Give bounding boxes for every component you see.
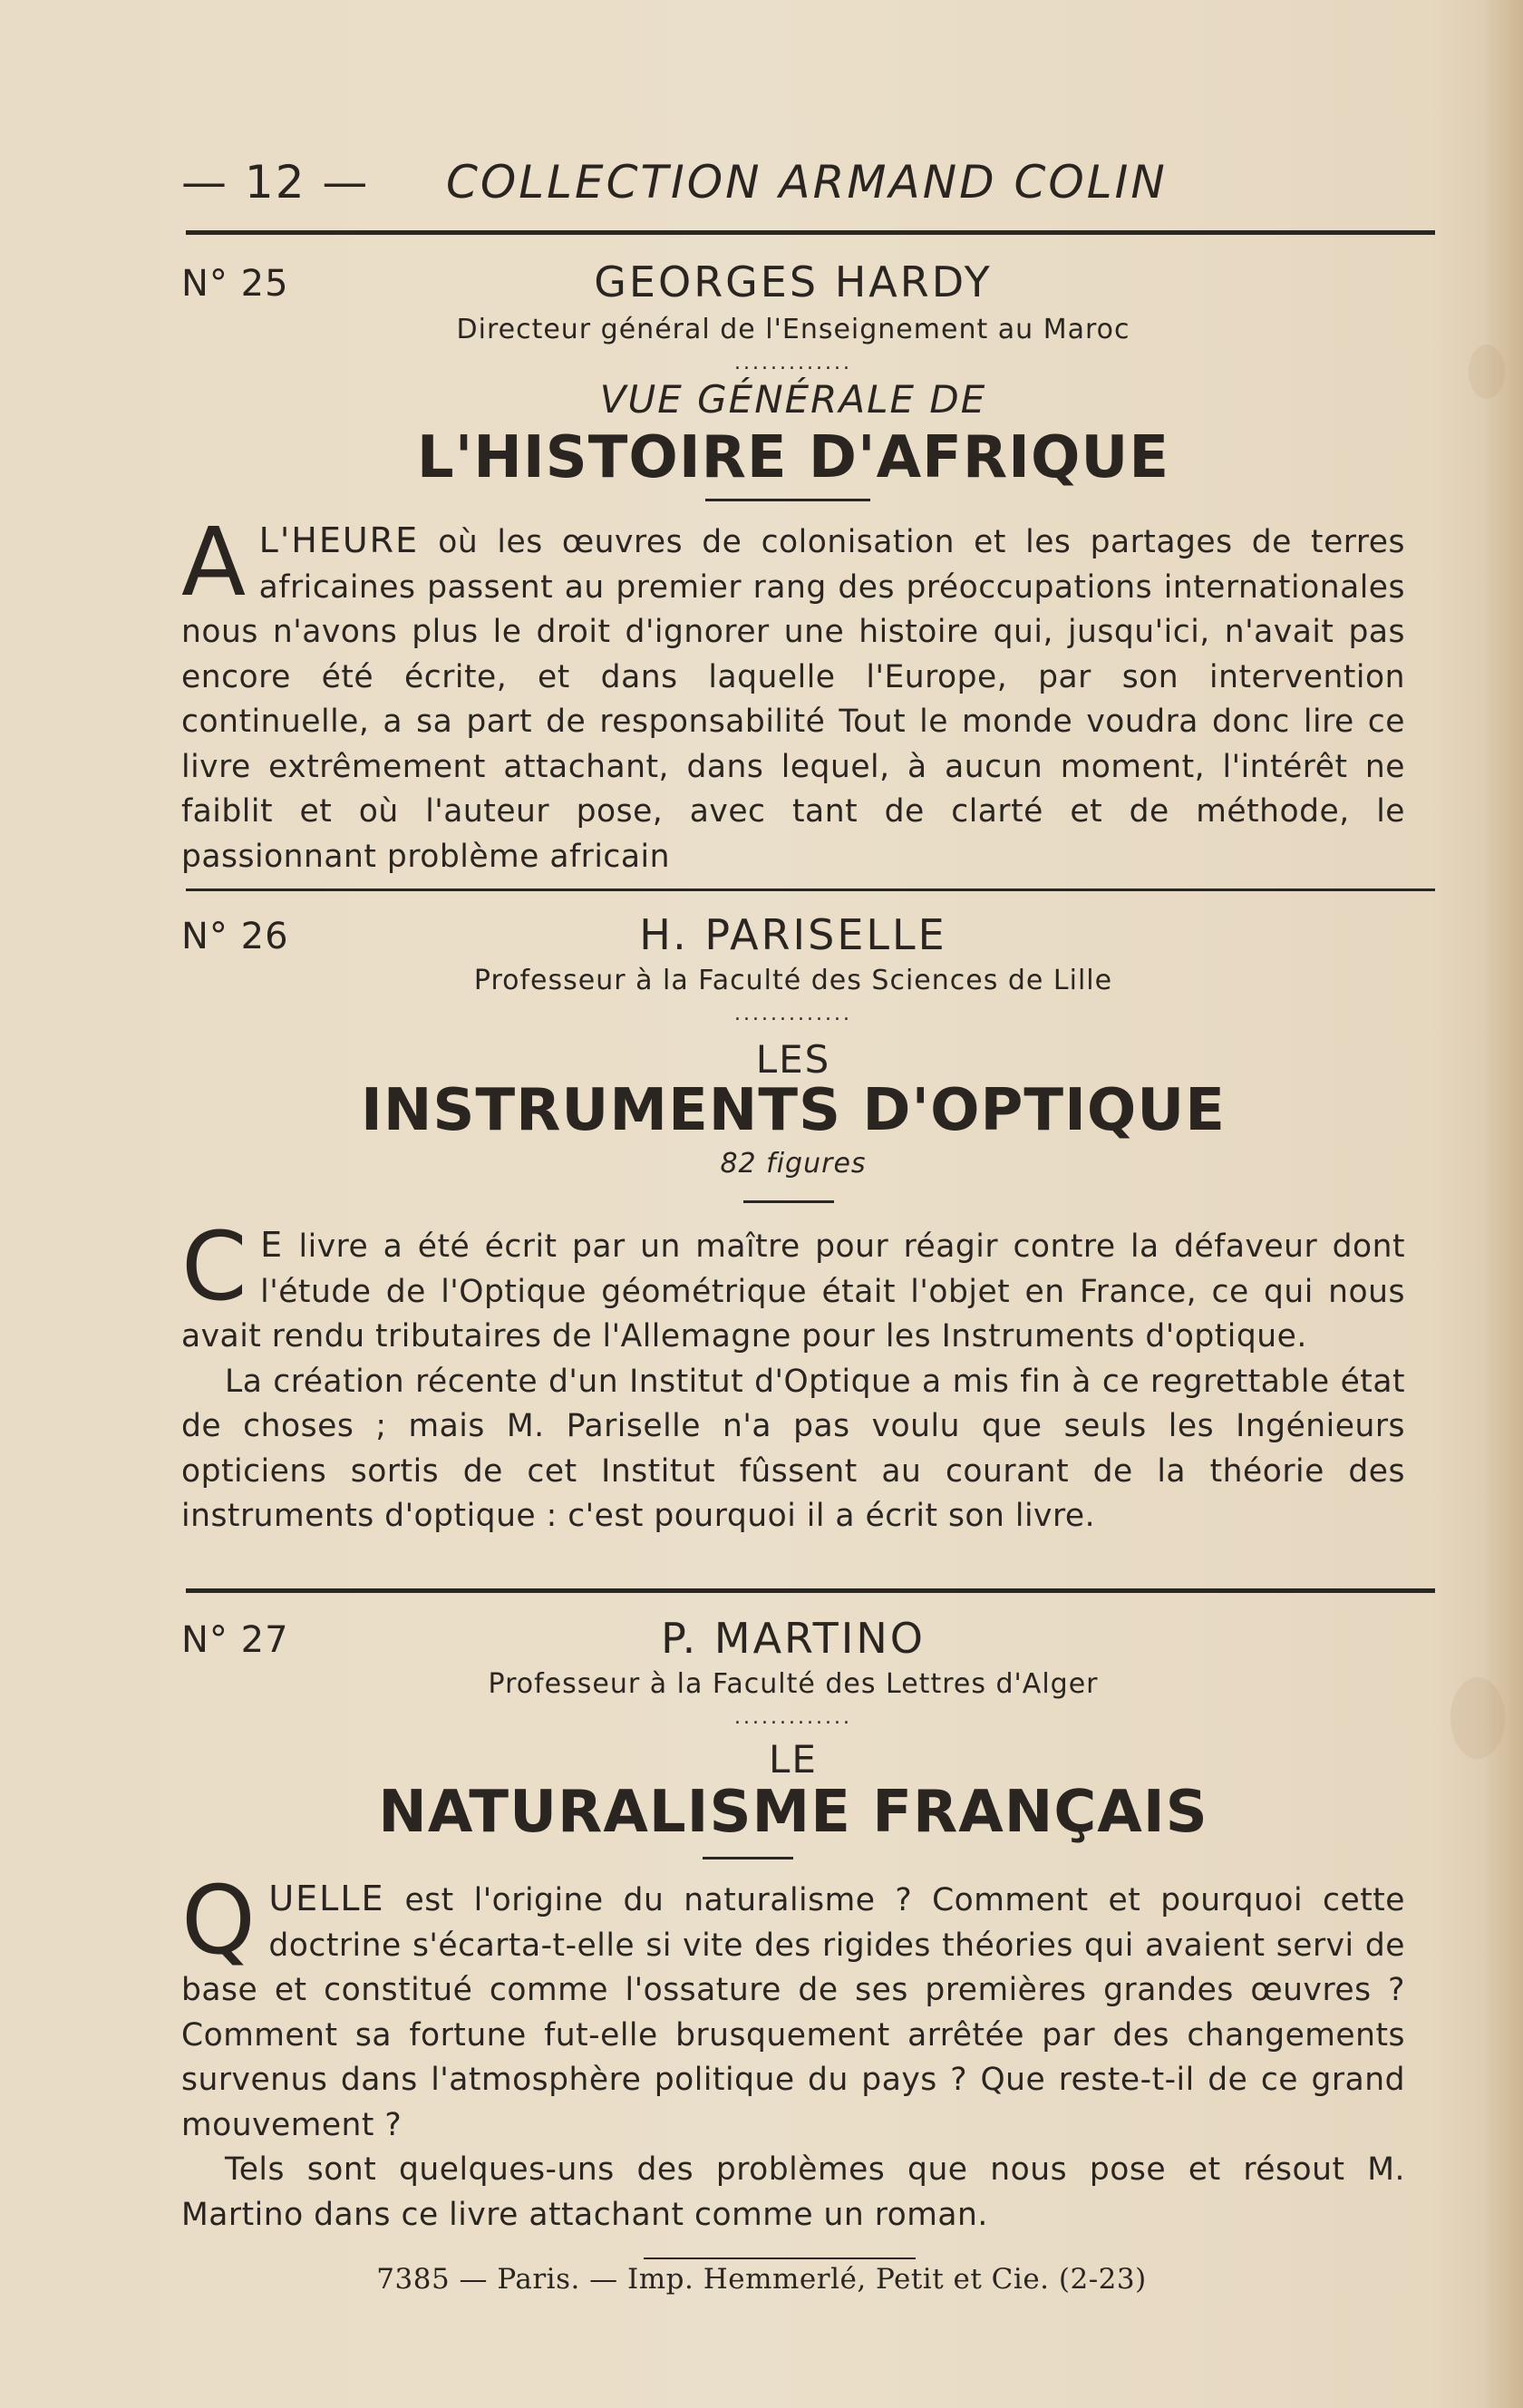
printer-imprint: 7385 — Paris. — Imp. Hemmerlé, Petit et Cie. (2-23) xyxy=(376,2263,1147,2296)
lead-word: L'HEURE xyxy=(258,520,420,560)
description-text-2: Tels sont quelques-uns des problèmes que nous pose et résout M. Martino dans ce livre attachant comme un roman. xyxy=(181,2151,1405,2233)
paper-stain xyxy=(1450,1677,1505,1759)
collection-title: COLLECTION ARMAND COLIN xyxy=(446,156,1168,209)
title-underline xyxy=(743,1200,834,1203)
title-underline xyxy=(705,499,870,501)
title-underline xyxy=(703,1857,793,1859)
entry-separator: ............. xyxy=(734,1003,852,1025)
drop-cap: A xyxy=(181,507,247,617)
entry-separator: ............. xyxy=(734,352,852,374)
entry-author-role: Professeur à la Faculté des Lettres d'Alger xyxy=(488,1668,1099,1700)
footer-rule xyxy=(644,2258,916,2259)
entry-description xyxy=(181,1865,1405,2238)
description-text: livre a été écrit par un maître pour réagir contre la défaveur dont l'étude de l'Optique géométrique était l'objet en France, ce qui nous avait rendu tributaires de l'Allemagne pour les Instruments d'optique. xyxy=(181,1228,1405,1354)
entry-title: L'HISTOIRE D'AFRIQUE xyxy=(416,424,1170,491)
entry-author: H. PARISELLE xyxy=(639,910,947,959)
entry-divider xyxy=(186,1588,1435,1593)
description-text: où les œuvres de colonisation et les partages de terres africaines passent au premier rang des préoccupations internationales nous n'avons plus le droit d'ignorer une histoire qui, jusqu'ici, n'avait pas encore été écrite, et dans laquelle l'Europe, par son intervention continuelle, a sa part de responsabilité Tout le monde voudra donc lire ce livre extrêmement attachant, dans lequel, à aucun moment, l'intérêt ne faiblit et où l'auteur pose, avec tant de clarté et de méthode, le passionnant problème africain xyxy=(181,524,1405,875)
entry-title: NATURALISME FRANÇAIS xyxy=(378,1779,1208,1846)
drop-cap: Q xyxy=(181,1865,257,1976)
entry-divider xyxy=(186,888,1435,891)
lead-word: E xyxy=(260,1225,285,1265)
entry-description xyxy=(181,1211,1405,1539)
entry-number: N° 25 xyxy=(181,263,289,305)
entry-figures: 82 figures xyxy=(720,1148,867,1180)
entry-title-pre: LE xyxy=(769,1737,818,1782)
description-text-2: La création récente d'un Institut d'Optique a mis fin à ce regrettable état de choses ; mais M. Pariselle n'a pas voulu que seuls les Ingénieurs opticiens sortis de cet Institut fûssent au courant de la théorie des instruments d'optique : c'est pourquoi il a écrit son livre. xyxy=(181,1363,1405,1534)
entry-author-role: Professeur à la Faculté des Sciences de Lille xyxy=(473,965,1113,996)
entry-author: P. MARTINO xyxy=(661,1614,926,1663)
entry-description xyxy=(181,507,1405,879)
page-number: — 12 — xyxy=(181,156,370,209)
entry-title: INSTRUMENTS D'OPTIQUE xyxy=(361,1077,1226,1144)
entry-title-pre: LES xyxy=(755,1037,831,1082)
paper-stain xyxy=(1469,345,1505,399)
entry-number: N° 27 xyxy=(181,1619,289,1661)
entry-author-role: Directeur général de l'Enseignement au Maroc xyxy=(456,314,1130,345)
entry-title-pre: VUE GÉNÉRALE DE xyxy=(599,377,987,422)
description-text: est l'origine du naturalisme ? Comment et pourquoi cette doctrine s'écarta-t-elle si vite des rigides théories qui avaient servi de base et constitué comme l'ossature de ses premières grandes œuvres ? Comment sa fortune fut-elle brusquement arrêtée par des changements survenus dans l'atmosphère politique du pays ? Que reste-t-il de ce grand mouvement ? xyxy=(181,1882,1405,2143)
lead-word: UELLE xyxy=(268,1879,385,1918)
entry-author: GEORGES HARDY xyxy=(594,257,993,306)
entry-number: N° 26 xyxy=(181,916,289,957)
entry-separator: ............. xyxy=(734,1706,852,1729)
header-rule xyxy=(186,230,1435,235)
drop-cap: C xyxy=(181,1211,248,1322)
